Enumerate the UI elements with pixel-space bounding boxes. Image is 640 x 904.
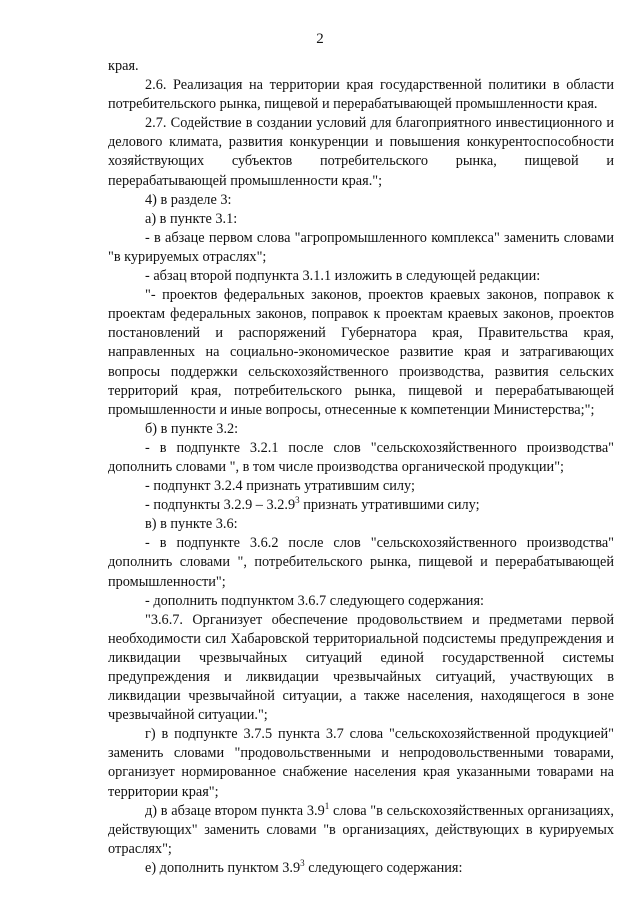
paragraph-text: - подпункт 3.2.4 признать утратившим силу; — [145, 478, 415, 495]
document-body — [108, 57, 614, 878]
paragraph — [108, 229, 614, 267]
paragraph-text: края. — [108, 58, 139, 74]
paragraph-text: - дополнить подпунктом 3.6.7 следующего содержания: — [145, 592, 484, 609]
superscript: 3 — [300, 858, 305, 869]
paragraph — [108, 76, 614, 114]
paragraph — [108, 420, 614, 439]
paragraph-text: - в абзаце первом слова "агропромышленного комплекса" заменить словами "в курируемых отраслях"; — [108, 229, 614, 265]
paragraph — [108, 57, 614, 76]
paragraph-text: д) в абзаце втором пункта 3.9 — [145, 802, 325, 819]
paragraph — [108, 592, 614, 611]
paragraph — [108, 496, 614, 515]
paragraph-text: - в подпункте 3.6.2 после слов "сельскохозяйственного производства" дополнить словами ", потребительского рынка, пищевой и перерабатывающей промышленности"; — [108, 535, 614, 590]
paragraph — [108, 611, 614, 726]
paragraph — [108, 477, 614, 496]
paragraph-text: б) в пункте 3.2: — [145, 420, 239, 437]
paragraph-text: 4) в разделе 3: — [145, 191, 232, 208]
page-number: 2 — [316, 31, 324, 47]
paragraph-text: - в подпункте 3.2.1 после слов "сельскохозяйственного производства" дополнить словами ", в том числе производства органической продукции"; — [108, 439, 614, 475]
paragraph-text: "- проектов федеральных законов, проектов краевых законов, поправок к проектам федеральных законов, поправок к проектам краевых законов, проектов постановлений и распоряжений Губернатора края, Правительства края, направленных на социально-экономическое развитие края и затрагивающих вопросы поддержки сельскохозяйственного производства, развития сельских территорий края, потребительского рынка, пищевой и перерабатывающей промышленности и иные вопросы, отнесенные к компетенции Министерства;"; — [108, 287, 614, 418]
paragraph — [108, 267, 614, 286]
superscript: 1 — [324, 800, 330, 811]
paragraph-text: е) дополнить пунктом 3.9 — [145, 859, 301, 876]
paragraph — [108, 286, 614, 420]
paragraph — [108, 515, 614, 534]
paragraph-text: 2.6. Реализация на территории края государственной политики в области потребительского рынка, пищевой и перерабатывающей промышленности края. — [108, 77, 614, 113]
paragraph-text-continued: признать утратившими силу; — [299, 497, 480, 514]
paragraph — [108, 191, 614, 210]
paragraph-text-continued: следующего содержания: — [304, 859, 463, 876]
superscript: 3 — [295, 495, 300, 506]
paragraph-text: "3.6.7. Организует обеспечение продовольствием и предметами первой необходимости сил Хабаровской территориальной подсистемы предупреждения и ликвидации чрезвычайных ситуаций единой государственной системы предупреждения и ликвидации чрезвычайных ситуаций, участвующих в ликвидации чрезвычайной ситуации, а также населения, находящегося в зоне чрезвычайной ситуации."; — [108, 611, 614, 724]
paragraph — [108, 534, 614, 591]
paragraph-text: г) в подпункте 3.7.5 пункта 3.7 слова "сельскохозяйственной продукцией" заменить словами "продовольственными и непродовольственными товарами, организует нормированное снабжение населения края указанными товарами на территории края"; — [108, 726, 614, 800]
paragraph — [108, 725, 614, 801]
paragraph-text: а) в пункте 3.1: — [145, 210, 238, 227]
paragraph-text: в) в пункте 3.6: — [145, 516, 238, 533]
paragraph — [108, 114, 614, 190]
paragraph-text: - абзац второй подпункта 3.1.1 изложить в следующей редакции: — [145, 268, 541, 285]
paragraph — [108, 439, 614, 477]
paragraph — [108, 802, 614, 859]
paragraph-text-continued: слова "в сельскохозяйственных организациях, действующих" заменить словами "в организациях, действующих в курируемых отраслях"; — [108, 802, 614, 857]
paragraph-text: - подпункты 3.2.9 – 3.2.9 — [145, 497, 296, 514]
paragraph — [108, 859, 614, 878]
paragraph-text: 2.7. Содействие в создании условий для благоприятного инвестиционного и делового климата, развития конкуренции и повышения конкурентоспособности хозяйствующих субъектов потребительского рынка, пищевой и перерабатывающей промышленности края."; — [108, 115, 614, 189]
paragraph — [108, 210, 614, 229]
